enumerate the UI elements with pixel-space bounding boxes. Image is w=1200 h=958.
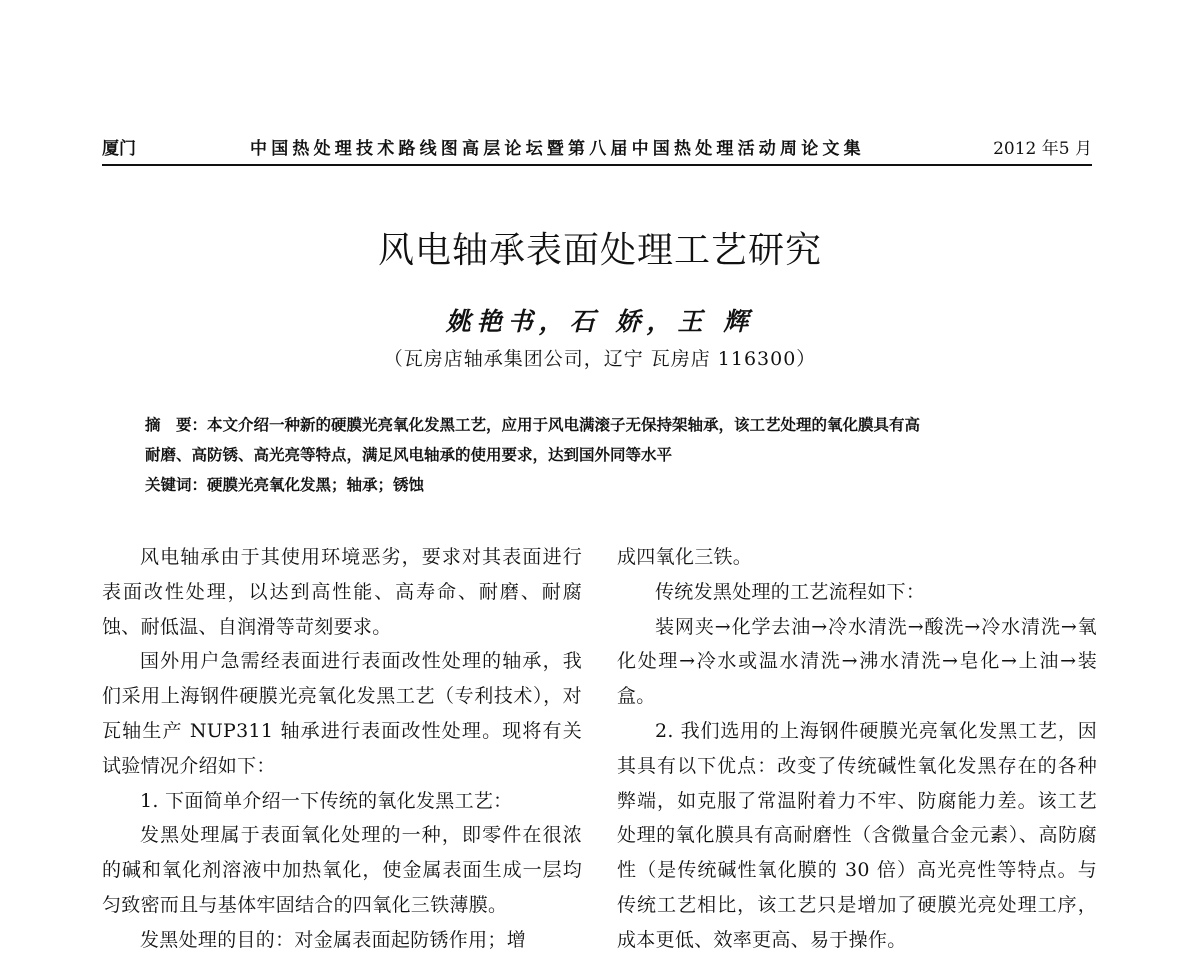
abstract-block	[145, 410, 1075, 500]
body-right-column	[617, 540, 1097, 958]
header-location: 厦门	[102, 139, 136, 159]
header-rule	[102, 164, 1092, 166]
header-proceedings-title: 中国热处理技术路线图高层论坛暨第八届中国热处理活动周论文集	[250, 139, 865, 159]
keywords-label: 关键词：	[145, 475, 208, 494]
keywords-text: 硬膜光亮氧化发黑；轴承；锈蚀	[207, 475, 425, 494]
left-paragraph-3: 1. 下面简单介绍一下传统的氧化发黑工艺：	[140, 789, 513, 812]
body-left-column	[102, 540, 582, 958]
abstract-line-1	[145, 410, 1075, 440]
left-paragraph-2: 国外用户急需经表面进行表面改性处理的轴承，我们采用上海钢件硬膜光亮氧化发黑工艺（专利技术），对瓦轴生产 NUP311 轴承进行表面改性处理。现将有关试验情况介绍如下：	[102, 650, 582, 777]
left-paragraph-4: 发黑处理属于表面氧化处理的一种，即零件在很浓的碱和氧化剂溶液中加热氧化，使金属表面生成一层均匀致密而且与基体牢固结合的四氧化三铁薄膜。	[102, 824, 582, 916]
right-paragraph-2: 传统发黑处理的工艺流程如下：	[655, 580, 926, 603]
abstract-text-1: 本文介绍一种新的硬膜光亮氧化发黑工艺，应用于风电满滚子无保持架轴承，该工艺处理的氧化膜具有高	[207, 415, 921, 434]
header-date: 2012 年5 月	[993, 139, 1092, 159]
paper-authors: 姚艳书，石 娇，王 辉	[445, 307, 755, 336]
left-paragraph-5: 发黑处理的目的：对金属表面起防锈作用；增	[140, 928, 527, 951]
keywords-line	[145, 470, 1075, 500]
paper-affiliation: （瓦房店轴承集团公司，辽宁 瓦房店 116300）	[383, 348, 817, 370]
abstract-line-2: 耐磨、高防锈、高光亮等特点，满足风电轴承的使用要求，达到国外同等水平	[145, 445, 673, 464]
abstract-label: 摘 要：	[145, 415, 208, 434]
left-paragraph-1: 风电轴承由于其使用环境恶劣，要求对其表面进行表面改性处理，以达到高性能、高寿命、耐磨、耐腐蚀、耐低温、自润滑等苛刻要求。	[102, 546, 582, 638]
right-paragraph-4: 2. 我们选用的上海钢件硬膜光亮氧化发黑工艺，因其具有以下优点：改变了传统碱性氧化发黑存在的各种弊端，如克服了常温附着力不牢、防腐能力差。该工艺处理的氧化膜具有高耐磨性（含微量合金元素）、高防腐性（是传统碱性氧化膜的 30 倍）高光亮性等特点。与传统工艺相比，该工艺只是增加了硬膜光亮处理工序，成本更低、效率更高、易于操作。	[617, 719, 1097, 951]
paper-title: 风电轴承表面处理工艺研究	[377, 230, 822, 271]
right-paragraph-1: 成四氧化三铁。	[617, 546, 753, 568]
right-paragraph-3: 装网夹→化学去油→冷水清洗→酸洗→冷水清洗→氧化处理→冷水或温水清洗→沸水清洗→皂化→上油→装盒。	[617, 615, 1097, 708]
